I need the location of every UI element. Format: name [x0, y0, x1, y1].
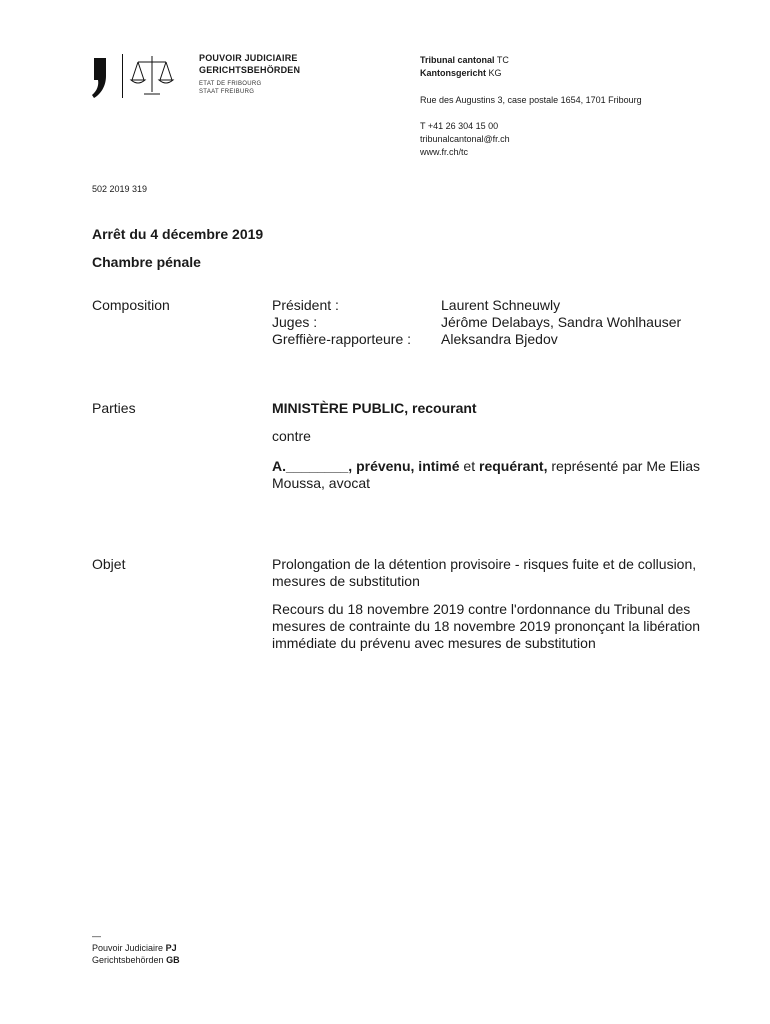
court-phone: T +41 26 304 15 00	[420, 121, 499, 131]
footer-line-1: Pouvoir Judiciaire	[92, 943, 164, 953]
defendant-representation: représenté par Me Elias Moussa, avocat	[272, 458, 701, 491]
composition-roles	[272, 297, 411, 348]
fribourg-justice-logo-icon	[92, 52, 182, 100]
court-contact	[420, 120, 510, 159]
court-fr: Tribunal cantonal	[420, 55, 495, 65]
court-email[interactable]: tribunalcantonal@fr.ch	[420, 134, 510, 144]
composition-names	[441, 297, 681, 348]
party-defendant	[272, 458, 717, 492]
court-de: Kantonsgericht	[420, 68, 487, 78]
role-judges: Juges :	[272, 314, 318, 330]
court-website[interactable]: www.fr.ch/tc	[420, 147, 469, 157]
defendant-role: requérant,	[479, 458, 548, 474]
role-clerk: Greffière-rapporteure :	[272, 331, 412, 347]
party-prosecution: MINISTÈRE PUBLIC, recourant	[272, 400, 477, 416]
court-address: Rue des Augustins 3, case postale 1654, 1701 Fribourg	[420, 95, 642, 105]
footer	[92, 930, 180, 966]
court-de-abbr: KG	[488, 68, 502, 78]
footer-dash: —	[92, 931, 101, 941]
object-paragraph-2: Recours du 18 novembre 2019 contre l'ordonnance du Tribunal des mesures de contrainte du 18 novembre 2019 prononçant la libération immédiate du prévenu avec mesures de substitution	[272, 601, 701, 651]
court-fr-abbr: TC	[496, 55, 509, 65]
defendant-and: et	[459, 458, 480, 474]
judiciary-name	[199, 52, 300, 76]
parties-label: Parties	[92, 400, 136, 416]
footer-abbr-1: PJ	[165, 943, 177, 953]
footer-abbr-2: GB	[166, 955, 180, 965]
versus-text: contre	[272, 428, 311, 444]
judgment-title: Arrêt du 4 décembre 2019	[92, 226, 264, 242]
object-paragraph-1: Prolongation de la détention provisoire - risques fuite et de collusion, mesures de substitution	[272, 556, 697, 589]
object-label: Objet	[92, 556, 126, 572]
name-president: Laurent Schneuwly	[441, 297, 561, 313]
name-clerk: Aleksandra Bjedov	[441, 331, 558, 347]
defendant-name: A.________, prévenu, intimé	[272, 458, 460, 474]
court-name	[420, 54, 509, 80]
chamber-name: Chambre pénale	[92, 254, 201, 270]
role-president: Président :	[272, 297, 339, 313]
org-line-1: POUVOIR JUDICIAIRE	[199, 53, 298, 63]
name-judges: Jérôme Delabays, Sandra Wohlhauser	[441, 314, 682, 330]
org-line-2: GERICHTSBEHÖRDEN	[199, 65, 301, 75]
state-line-2: STAAT FREIBURG	[199, 89, 255, 95]
state-name	[199, 80, 261, 96]
case-reference: 502 2019 319	[92, 184, 148, 194]
composition-label: Composition	[92, 297, 170, 313]
state-line-1: ETAT DE FRIBOURG	[199, 81, 262, 87]
footer-line-2: Gerichtsbehörden	[92, 955, 164, 965]
